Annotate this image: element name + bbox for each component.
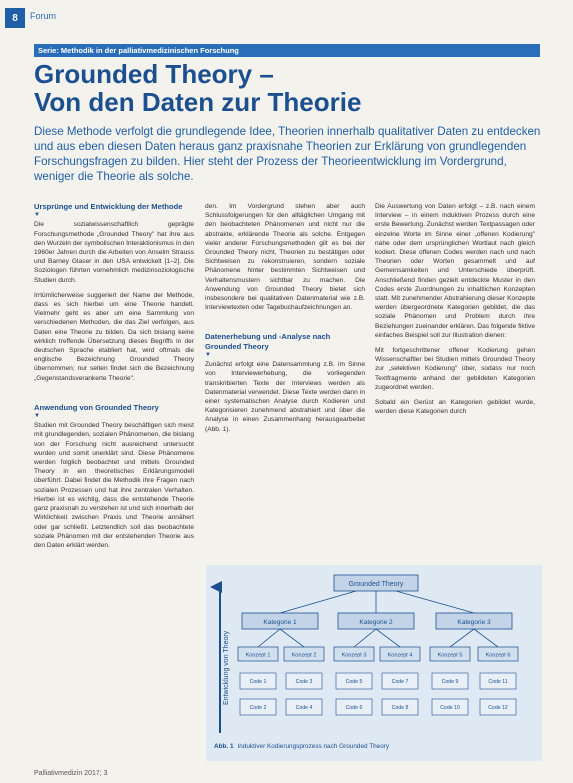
heading-data-collection: Datenerhebung und -Analyse nach Grounded Theory: [205, 332, 331, 351]
heading-origins: Ursprünge und Entwicklung der Methode: [34, 202, 183, 211]
triangle-marker-icon: ▼: [34, 212, 40, 219]
paragraph: Irrtümlicherweise suggeriert der Name der Methode, dass es sich hierbei um eine Theorie handelt. Vielmehr geht es aber um eine Sammlung von verschiedenen Methoden, die das Ziel verfolgen, aus Daten eine Theorie zu bilden. Da sich bislang keine wirklich treffende Übersetzung dieses Begriffs in der deutschen Sprache etabliert hat, wird oftmals die englische Bezeichnung Grounded Theory übernommen; nur selten findet sich die Bezeichnung „Gegenstandsverankerte Theorie".: [34, 291, 194, 382]
code-label: Code 8: [391, 705, 409, 711]
column-3: [375, 202, 535, 422]
code-boxes-row-1: [240, 673, 516, 689]
triangle-marker-icon: ▼: [34, 413, 40, 420]
concept-label-5: Konzept 5: [437, 652, 463, 659]
lead-paragraph: Diese Methode verfolgt die grundlegende Idee, Theorien innerhalb qualitativer Daten zu entdecken und aus eben diesen Daten heraus ganz praxisnahe Theorien zur Erklärung von grundlegenden Forschungsfragen zu bilden. Hier steht der Prozess der Theorieentwicklung im Vordergrund, weniger die Theorie als solche.: [34, 125, 541, 183]
code-label: Code 4: [295, 705, 313, 711]
article-title: [34, 60, 544, 116]
root-label: Grounded Theory: [348, 581, 404, 588]
column-2: [205, 202, 365, 440]
code-label: Code 9: [441, 679, 459, 685]
paragraph: Zunächst erfolgt eine Datensammlung z.B. im Sinne von Interviewerhebung, die vorliegenden transkribierten Texte der Interviews werden als Datenmaterial verwendet. Diese Texte werden dann in einer systematischen Analyse durch Kodieren und Kategorisieren zunehmend abstrahiert und über die Analyse in einen Zusammenhang herausgearbeitet (Abb. 1).: [205, 361, 365, 433]
concept-label-2: Konzept 2: [291, 652, 317, 659]
page-number: 8: [5, 8, 25, 28]
code-label: Code 3: [295, 679, 313, 685]
page-header: [0, 0, 573, 32]
triangle-marker-icon: ▼: [205, 352, 211, 359]
figure-caption: [214, 743, 389, 750]
title-line-2: Von den Daten zur Theorie: [34, 87, 362, 117]
code-label: Code 10: [440, 705, 460, 711]
column-1: [34, 202, 194, 556]
page-footer: Palliativmedizin 2017; 3: [34, 770, 108, 777]
series-label: Serie: Methodik in der palliativmedizinischen Forschung: [34, 44, 540, 57]
paragraph: Mit fortgeschrittener offener Kodierung gehen Wissenschaftler bei Studien mittels Grounded Theory zur „selektiven Kodierung" über, sodass nur noch Textfragmente anhand der gebildeten Kategorien zugeordnet werden.: [375, 347, 535, 391]
paragraph: den. Im Vordergrund stehen aber auch Schlussfolgerungen für den alltäglichen Umgang mit den beobachteten Phänomenen und nicht nur die abstrakte, erklärende Theorie als solche. Entgegen vieler anderer Forschungsmethoden gilt es bei der Grounded Theory nicht, Theorien zu bestätigen oder Sichtweisen zu rekonstruieren, sondern soziale Phänomene hinter bestimmten Sichtweisen und Verhaltensmustern sichtbar zu machen. Die Anwendung von Grounded Theory bietet sich insbesondere bei qualitativen Datenmaterial wie z.B. Interviewtexten oder Tagebuchaufzeichnungen an.: [205, 203, 365, 312]
figure-coding-diagram: [206, 565, 542, 761]
code-label: Code 7: [391, 679, 409, 685]
concept-label-1: Konzept 1: [245, 652, 271, 659]
caption-label: Abb. 1: [214, 743, 234, 750]
concept-label-3: Konzept 3: [341, 652, 367, 659]
category-label-3: Kategorie 3: [457, 619, 491, 626]
code-label: Code 1: [249, 679, 267, 685]
concept-label-6: Konzept 6: [485, 652, 511, 659]
caption-text: Induktiver Kodierungsprozess nach Grounded Theory: [237, 743, 390, 750]
code-boxes-row-2: [240, 699, 516, 715]
paragraph: Sobald ein Gerüst an Kategorien gebildet wurde, werden diese Kategorien durch: [375, 399, 535, 416]
code-label: Code 2: [249, 705, 267, 711]
axis-label: Entwicklung von Theory: [223, 630, 230, 705]
concept-label-4: Konzept 4: [387, 652, 413, 659]
paragraph: Die sozialwissenschaftlich geprägte Forschungsmethode „Grounded Theory" hat ihre aus den Wurzeln der symbolischen Interaktionismus in den 1960er Jahren durch die Arbeiten von Anselm Strauss und Barney Glaser in den USA entwickelt [1–2]. Die Soziologen führten vornehmlich medizinsoziologische Studien durch.: [34, 221, 194, 284]
heading-application: Anwendung von Grounded Theory: [34, 402, 159, 412]
code-label: Code 11: [488, 679, 508, 685]
paragraph: Die Auswertung von Daten erfolgt – z.B. nach einem Interview – in einem induktiven Prozess durch eine erste Bewertung. Zunächst werden Textpassagen oder einzelne Worte im Sinne einer „offenen Kodierung" nahe oder dem ursprünglichen Wortlaut nach gleich kodiert. Diese offenen Codes werden nach und nach Theorien oder Worten gesammelt und auf Gemeinsamkeiten und Unterschiede überprüft. Anschließend finden gezielt entdeckte Muster in den Codes erste Zuordnungen zu inhaltlichen Konzepten statt. Mit zunehmender Abstrahierung dieser Konzepte werden übergeordnete Kategorien gebildet, die das soziale Phänomen und Problem durch ihre Beziehungen zueinander erklären. Das folgende fiktive einfaches Beispiel soll zur Illustration dienen:: [375, 203, 535, 339]
concept-boxes: [238, 647, 518, 661]
category-label-1: Kategorie 1: [263, 619, 297, 626]
code-label: Code 6: [345, 705, 363, 711]
category-label-2: Kategorie 2: [359, 619, 393, 626]
section-name: Forum: [30, 11, 57, 21]
paragraph: Studien mit Grounded Theory beschäftigen sich meist mit grundlegenden, sozialen Phänomenen, die bislang von der Forschung nicht ausreichend untersucht wurden und somit unerklärt sind. Diese Phänomene werden folglich beobachtet und mittels Grounded Theory in ein theoretisches Erklärungsmodell überführt. Dabei findet die Methodik ihre Fragen nach sozialen Prozessen und hat ihre zentralen Verhalten. Hierbei ist es wichtig, dass die entstehende Theorie ganz praxisnah zu verstehen ist und sich innerhalb der Wirklichkeit zwischen Praxis und Theorie annähert oder gar schließt. Letztendlich soll das beobachtete soziale Phänomen mit der entstehenden Theorie aus den Daten erklärt werden.: [34, 422, 194, 549]
title-line-1: Grounded Theory –: [34, 59, 274, 89]
code-label: Code 12: [488, 705, 508, 711]
code-label: Code 5: [345, 679, 363, 685]
coding-diagram: [206, 565, 542, 741]
